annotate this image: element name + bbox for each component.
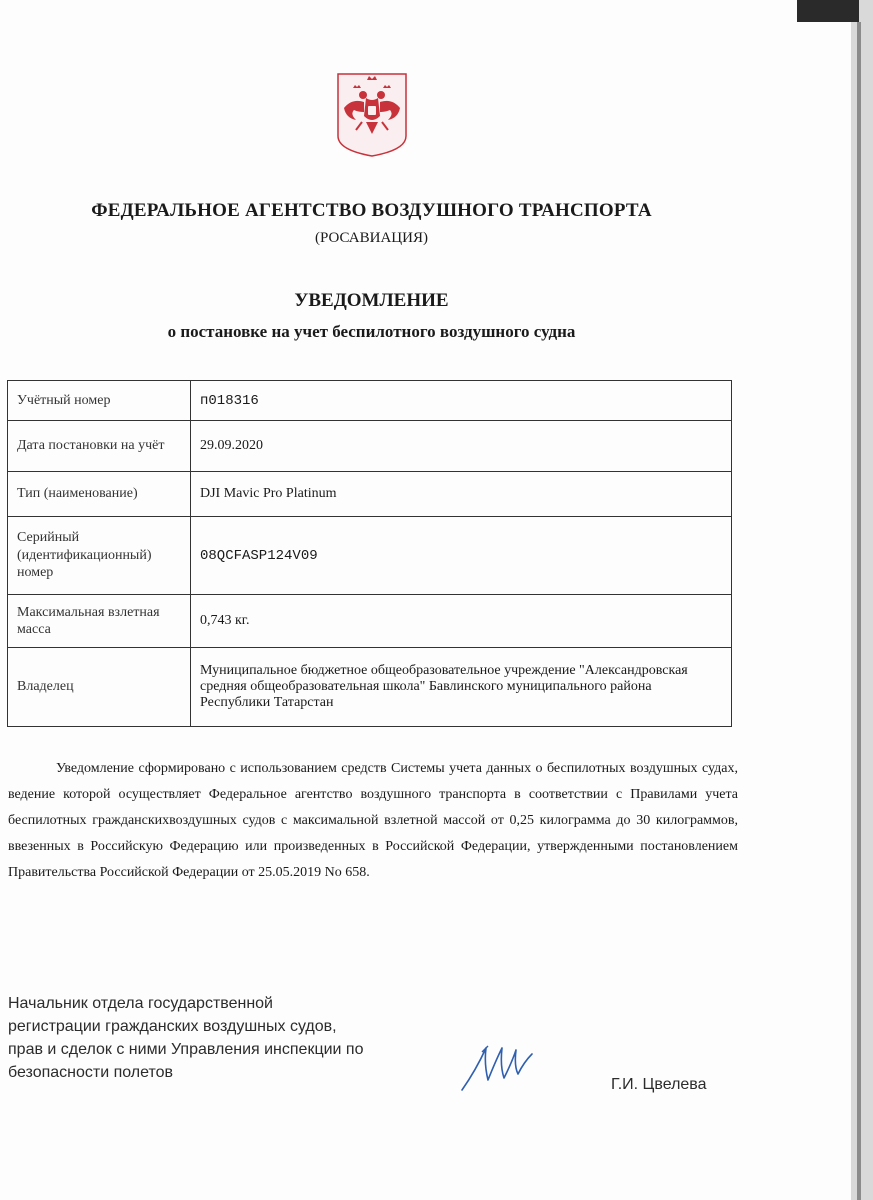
table-row [8, 421, 732, 472]
notice-paragraph [8, 756, 738, 886]
account-number-label: Учётный номер [8, 381, 191, 421]
table-row [8, 648, 732, 727]
registration-date-value: 29.09.2020 [191, 421, 732, 472]
coat-of-arms-icon [336, 72, 408, 158]
registration-info-table [7, 380, 732, 727]
type-label: Тип (наименование) [8, 472, 191, 517]
handwritten-signature [458, 1040, 538, 1096]
signer-position: Начальник отдела государственной регистрации гражданских воздушных судов, прав и сделок с ними Управления инспекции по безопасности полетов [8, 995, 364, 1081]
type-value: DJI Mavic Pro Platinum [191, 472, 732, 517]
agency-short-name: (РОСАВИАЦИЯ) [315, 230, 428, 246]
table-row [8, 472, 732, 517]
notice-text: Уведомление сформировано с использованием средств Системы учета данных о беспилотных воздушных судах, ведение которой осуществляет Федеральное агентство воздушного транспорта в соответствии с Правилами учета беспилотных гражданскихвоздушных судов с максимальной взлетной массой от 0,25 килограмма до 30 килограммов, ввезенных в Российскую Федерацию или произведенных в Российской Федерации, утвержденными постановлением Правительства Российской Федерации от 25.05.2019 No 658. [8, 761, 738, 880]
owner-label: Владелец [8, 648, 191, 727]
table-row [8, 595, 732, 648]
table-row [8, 517, 732, 595]
page-edge-shadow [851, 0, 873, 1200]
table-row [8, 381, 732, 421]
owner-value: Муниципальное бюджетное общеобразовательное учреждение "Александровская средняя общеобразовательная школа" Бавлинского муниципального района Республики Татарстан [191, 648, 732, 727]
scan-dark-corner [797, 0, 859, 22]
document-title: УВЕДОМЛЕНИЕ [294, 290, 449, 311]
agency-name: ФЕДЕРАЛЬНОЕ АГЕНТСТВО ВОЗДУШНОГО ТРАНСПОРТА [91, 200, 652, 221]
max-takeoff-mass-label: Максимальная взлетная масса [8, 595, 191, 648]
document-subtitle: о постановке на учет беспилотного воздушного судна [167, 322, 576, 341]
account-number-value: п018316 [191, 381, 732, 421]
registration-date-label: Дата постановки на учёт [8, 421, 191, 472]
max-takeoff-mass-value: 0,743 кг. [191, 595, 732, 648]
scan-edge-strip [857, 22, 861, 1200]
serial-number-label: Серийный (идентификационный) номер [8, 517, 191, 595]
serial-number-value: 08QCFASP124V09 [191, 517, 732, 595]
signer-name: Г.И. Цвелева [611, 1076, 707, 1093]
